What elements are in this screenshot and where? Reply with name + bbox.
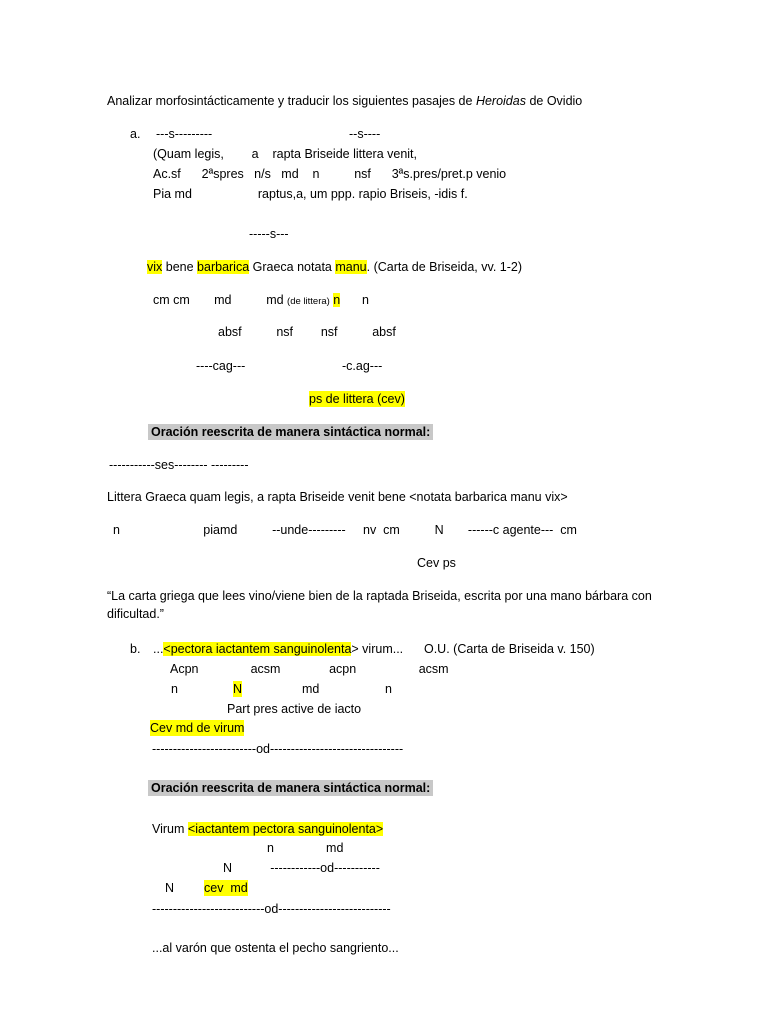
b-line-11hl: cev md (204, 881, 248, 895)
a-line-1a: ---s--------- (156, 127, 213, 141)
b-rewritten-sentence: Virum <iactantem pectora sanguinolenta> (152, 822, 384, 836)
a-line-4: Pia md raptus,a, um ppp. rapio Briseis, -idis f. (153, 187, 468, 201)
a-line-15: Cev ps (417, 556, 456, 570)
page-title: Analizar morfosintácticamente y traducir los siguientes pasajes de Heroidas de Ovidio (107, 94, 583, 108)
section-b-label: b. (130, 642, 141, 656)
a-line-8: absf nsf nsf absf (218, 325, 396, 339)
b-line-3c: n (385, 682, 392, 696)
section-a-label: a. (130, 127, 141, 141)
b-translation: ...al varón que ostenta el pecho sangriento... (152, 941, 399, 955)
a-line-7-n: n (362, 293, 369, 307)
b-latin-line: ...<pectora iactantem sanguinolenta> virum... O.U. (Carta de Briseida v. 150) (153, 642, 595, 656)
b-line-5: Cev md de virum (150, 721, 245, 735)
a-line-7: cm cm md md (de littera) n (153, 293, 341, 307)
b-line-4: Part pres active de iacto (227, 702, 362, 716)
b-line-6: -------------------------od-------------------------------- (152, 742, 404, 756)
b-line-3b: md (302, 682, 320, 696)
a-line-12: -----------ses-------- --------- (109, 458, 249, 472)
a-rewrite-heading: Oración reescrita de manera sintáctica normal: (148, 424, 433, 440)
b-line-2: Acpn acsm acpn acsm (170, 662, 449, 676)
b-line-3N: N (233, 682, 243, 696)
a-translation-2: dificultad.” (107, 607, 164, 621)
b-line-11N: N (165, 881, 175, 895)
b-rewrite-heading: Oración reescrita de manera sintáctica normal: (148, 780, 433, 796)
a-line-9b: -c.ag--- (342, 359, 383, 373)
b-line-3a: n (171, 682, 178, 696)
a-line-3: Ac.sf 2ªspres n/s md n nsf 3ªs.pres/pret.p venio (153, 167, 507, 181)
b-line-9: n md (267, 841, 344, 855)
a-line-1b: --s---- (349, 127, 381, 141)
a-line-10: ps de littera (cev) (309, 392, 405, 406)
a-line-9a: ----cag--- (196, 359, 246, 373)
b-line-10: N ------------od----------- (223, 861, 380, 875)
a-translation: “La carta griega que lees vino/viene bien de la raptada Briseida, escrita por una mano bárbara con (107, 589, 652, 603)
b-line-12: ---------------------------od--------------------------- (152, 902, 391, 916)
a-line-2: (Quam legis, a rapta Briseide littera venit, (153, 147, 417, 161)
a-line-14: n piamd --unde--------- nv cm N ------c agente--- cm (113, 523, 577, 537)
a-latin-line: vix bene barbarica Graeca notata manu. (Carta de Briseida, vv. 1-2) (147, 260, 523, 274)
a-line-5: -----s--- (249, 227, 289, 241)
a-rewritten-sentence: Littera Graeca quam legis, a rapta Briseide venit bene <notata barbarica manu vix> (107, 490, 568, 504)
